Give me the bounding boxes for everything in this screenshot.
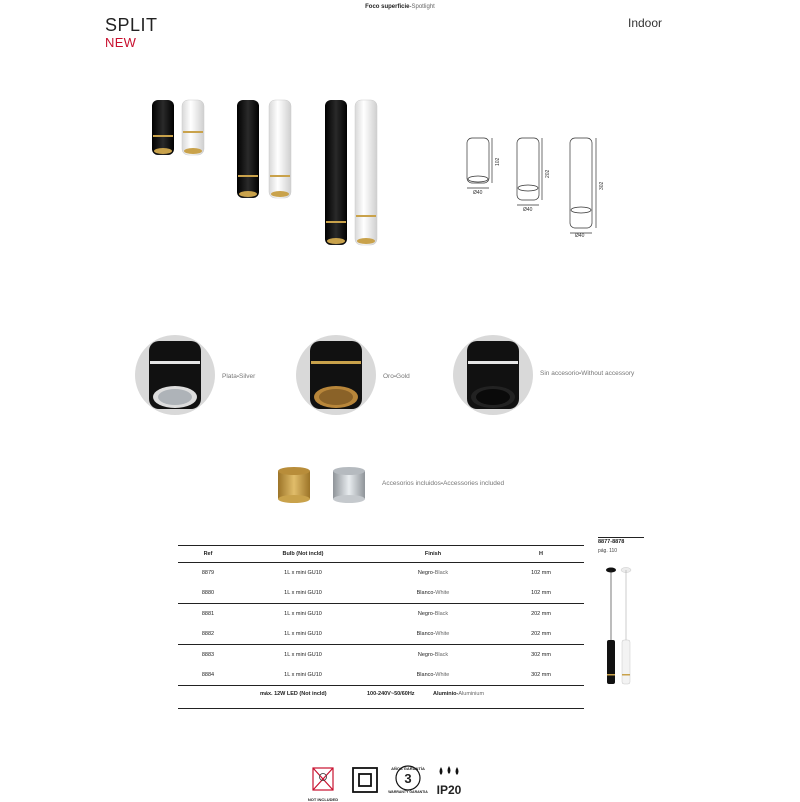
finish-gold-label: Oro-Gold: [383, 373, 410, 380]
warranty-icon: [388, 764, 428, 796]
pendant-image: [600, 562, 640, 690]
bulb-not-included-icon: [303, 766, 343, 792]
spotlight-black-102: [152, 100, 174, 155]
col-finish: Finish: [368, 546, 498, 563]
spotlight-white-102: [182, 100, 204, 155]
warranty-years: 3: [404, 771, 412, 786]
warranty-text: AÑOS GARANTÍA: [391, 766, 425, 771]
product-type-en: Spotlight: [411, 4, 435, 10]
footer-power: máx. 12W LED (Not incld): [260, 691, 327, 697]
finish-silver-label: Plata-Silver: [222, 373, 256, 380]
footer-voltage: 100-240V~50/60Hz: [367, 691, 415, 697]
finish-none-image: [453, 335, 533, 415]
new-badge: NEW: [105, 35, 137, 50]
not-included-icon-group: [303, 766, 343, 802]
dim-diameter-3: Ø40: [575, 233, 585, 238]
table-row: 8883 1L x mini GU10 Negro-Black 302 mm: [201, 652, 551, 658]
product-type-es: Foco superficie: [365, 4, 410, 10]
spotlight-white-302: [355, 100, 377, 245]
water-drops-icon: [432, 765, 466, 779]
spec-table: [178, 545, 584, 686]
product-title: SPLIT: [105, 15, 158, 35]
dimension-drawings: [462, 128, 612, 238]
dim-height-1: 102: [495, 157, 501, 166]
table-bottom-rule: [178, 708, 584, 709]
table-header-row: [178, 546, 584, 563]
product-type: Foco superficie-Spotlight: [365, 4, 435, 10]
pendant-ref: 8877-8878: [598, 537, 644, 545]
table-row: 8881 1L x mini GU10 Negro-Black 202 mm: [201, 611, 551, 617]
product-photo: [140, 95, 400, 250]
accessories-image: [275, 465, 370, 505]
warranty-sub: WARRANTY GARANTIA: [388, 790, 428, 794]
dim-diameter-2: Ø40: [523, 207, 533, 213]
col-ref: Ref: [178, 546, 238, 563]
dim-height-3: 302: [599, 181, 605, 190]
spotlight-black-302: [325, 100, 347, 245]
double-insulation-icon: [352, 767, 378, 793]
table-row: 8882 1L x mini GU10 Blanco-White 202 mm: [178, 624, 584, 645]
spotlight-white-202: [269, 100, 291, 198]
silver-ring-accessory: [333, 467, 365, 503]
spotlight-black-202: [237, 100, 259, 198]
finish-gold-image: [296, 335, 376, 415]
col-bulb: Bulb (Not incld): [238, 546, 368, 563]
accessories-label: Accesorios incluidos-Accessories included: [382, 480, 505, 487]
not-included-caption: NOT INCLUDED: [307, 797, 339, 802]
gold-ring-accessory: [278, 467, 310, 503]
col-height: H: [498, 546, 584, 563]
ip-rating: IP20: [436, 783, 462, 797]
ip-rating-group: [432, 765, 466, 797]
footer-material: Aluminio-Aluminium: [433, 691, 485, 697]
dim-height-2: 202: [545, 169, 551, 178]
finish-none-label: Sin accesorio-Without accessory: [540, 370, 635, 377]
finish-silver-image: [135, 335, 215, 415]
table-row: 8884 1L x mini GU10 Blanco-White 302 mm: [178, 665, 584, 686]
category-label: Indoor: [628, 16, 663, 30]
table-row: 8879 1L x mini GU10 Negro-Black 102 mm: [201, 570, 551, 576]
table-row: 8880 1L x mini GU10 Blanco-White 102 mm: [178, 583, 584, 604]
dim-diameter-1: Ø40: [473, 190, 483, 196]
pendant-page: pág. 110: [598, 548, 618, 554]
